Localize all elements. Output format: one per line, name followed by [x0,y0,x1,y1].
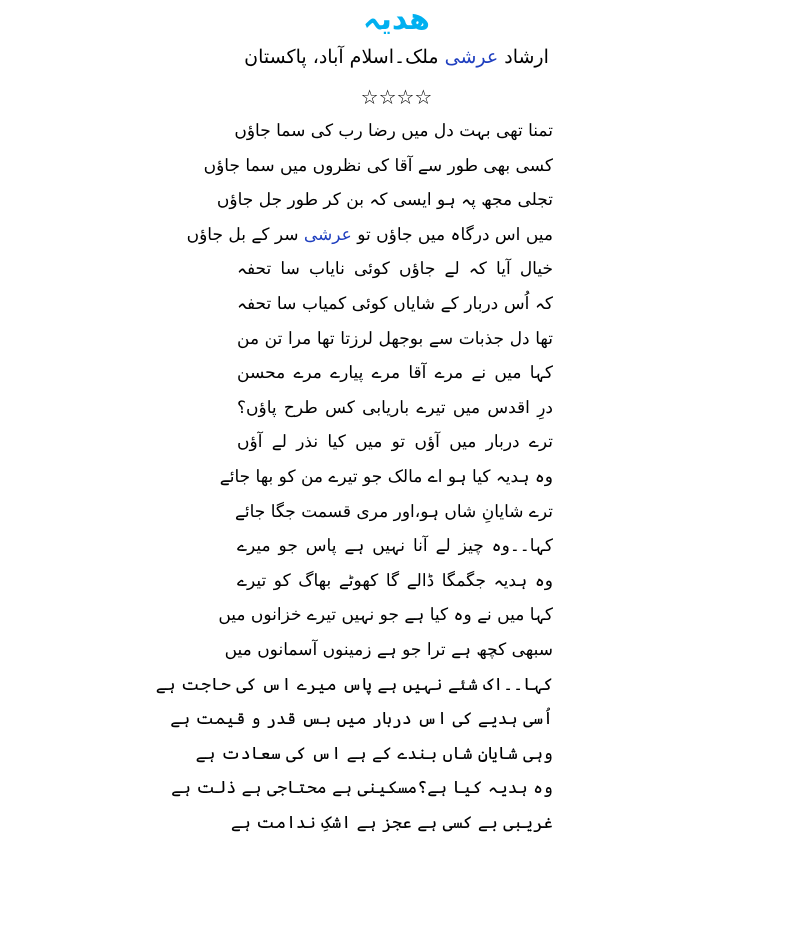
verse-line-15: کہا میں نے وہ کیا ہے جو نہیں تیرے خزانوں میں [218,605,553,626]
verse-pen-name: عرشی [303,224,352,245]
verse-line-13: کہا۔۔وہ چیز لے آنا نہیں ہے پاس جو میرے [237,536,553,557]
verse-line-6: کہ اُس دربار کے شایاں کوئی کمیاب سا تحفہ [237,293,553,314]
verse-line-19: وہی شایانِ شاں بندے کے ہے اس کی سعادت ہے [195,743,553,764]
verse-line-17: کہا۔۔اک شئے نہیں ہے پاس میرے اس کی حاجت ہے [155,674,553,695]
poem-verses [155,114,553,840]
verse-line-4: میں اس درگاہ میں جاؤں تو عرشی سر کے بل جاؤں [186,224,553,245]
verse-line-12: ترے شایانِ شاں ہو،اور مری قسمت جگا جائے [234,501,553,522]
verse-line-8: کہا میں نے مرے آقا مرے پیارے مرے محسن [237,363,553,384]
byline-pen-name: عرشی [444,46,499,68]
verse-line-18: اُسی ہدیے کی اس دربار میں بس قدر و قیمت ہے [170,709,553,730]
verse-line-3: تجلی مجھ پہ ہو ایسی کہ بن کر طور جل جاؤں [216,190,553,211]
verse-line-20: وہ ہدیہ کیا ہے؟مسکینی ہے محتاجی ہے ذلت ہے [171,778,553,799]
star-divider: ☆☆☆☆ [360,85,433,109]
verse-line-5: خیال آیا کہ لے جاؤں کوئی نایاب سا تحفہ [237,259,553,280]
byline-name: ارشاد [498,46,549,68]
verse-line-14: وہ ہدیہ جگمگا ڈالے گا کھوٹے بھاگ کو تیرے [237,570,553,591]
poem-title: ھدیہ [363,2,430,37]
verse-line-1: تمنا تھی بہت دل میں رضا رب کی سما جاؤں [234,121,553,141]
verse-line-7: تھا دل جذبات سے بوجھل لرزتا تھا مرا تن من [237,328,553,349]
poet-byline [0,42,793,72]
verse-line-11: وہ ہدیہ کیا ہو اے مالک جو تیرے من کو بھا جائے [219,466,553,487]
verse-line-16: سبھی کچھ ہے ترا جو ہے زمینوں آسمانوں میں [224,639,553,660]
verse-line-2: کسی بھی طور سے آقا کی نظروں میں سما جاؤں [203,155,553,176]
verse-line-21: غریبی بے کسی ہے عجز ہے اشکِ ندامت ہے [230,812,553,833]
verse-line-9: درِ اقدس میں تیرے باریابی کس طرح پاؤں؟ [237,397,553,418]
byline-location: ملک۔اسلام آباد، پاکستان [244,46,445,68]
verse-line-10: ترے دربار میں آؤں تو میں کیا نذر لے آؤں [237,432,553,453]
